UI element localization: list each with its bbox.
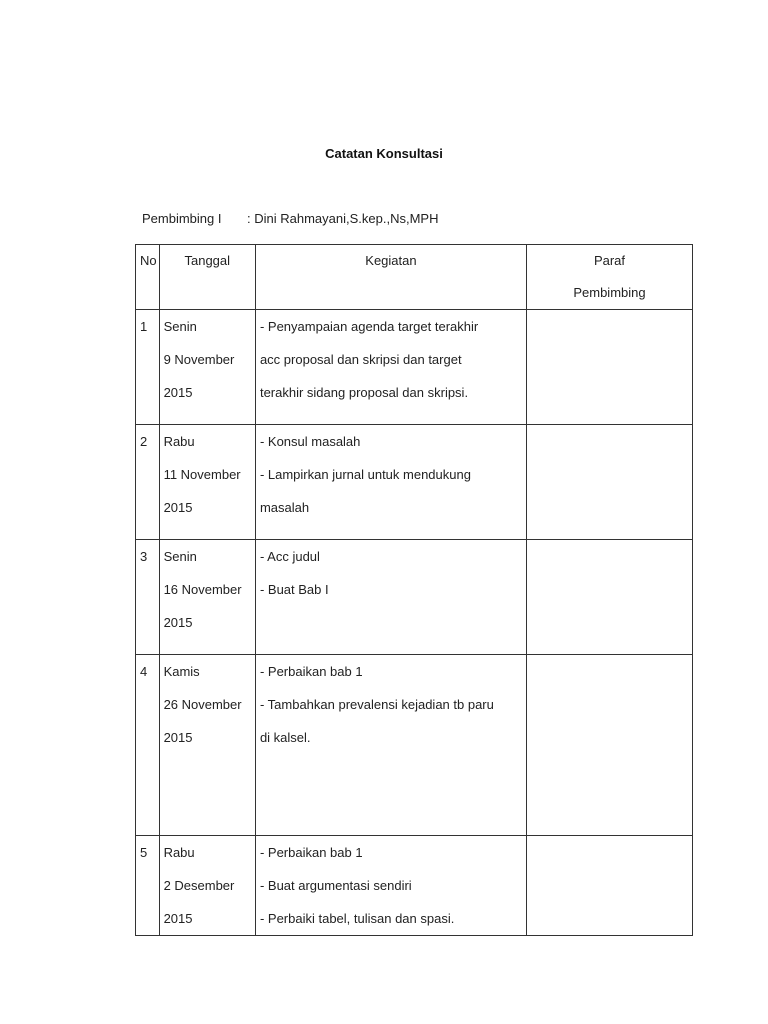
cell-kegiatan [255,425,526,540]
header-tanggal: Tanggal [159,245,255,310]
cell-no: 5 [136,836,160,936]
cell-kegiatan [255,540,526,655]
tanggal-date: 16 November [163,582,242,597]
tanggal-date: 26 November [163,697,242,712]
pembimbing-line [142,211,438,226]
cell-tanggal [159,655,255,836]
cell-paraf [526,836,692,936]
cell-tanggal [159,425,255,540]
kegiatan-line: - Perbaikan bab 1 [259,664,363,679]
kegiatan-line: acc proposal dan skripsi dan target [259,352,462,367]
cell-kegiatan [255,310,526,425]
cell-paraf [526,540,692,655]
cell-no: 4 [136,655,160,836]
kegiatan-line: - Perbaiki tabel, tulisan dan spasi. [259,911,455,926]
cell-paraf [526,655,692,836]
table-row [136,836,693,936]
tanggal-day: Kamis [163,664,200,679]
table-row [136,310,693,425]
kegiatan-line: di kalsel. [259,730,311,745]
header-paraf-line1: Paraf [593,253,626,268]
kegiatan-line: - Acc judul [259,549,320,564]
header-kegiatan: Kegiatan [255,245,526,310]
table-header-row [136,245,693,310]
tanggal-year: 2015 [163,911,193,926]
tanggal-date: 2 Desember [163,878,235,893]
tanggal-year: 2015 [163,385,193,400]
tanggal-year: 2015 [163,500,193,515]
cell-kegiatan [255,655,526,836]
pembimbing-label: Pembimbing I [142,211,222,226]
kegiatan-line: - Konsul masalah [259,434,361,449]
consultation-table [135,244,693,936]
cell-no: 1 [136,310,160,425]
tanggal-year: 2015 [163,730,193,745]
kegiatan-line: - Perbaikan bab 1 [259,845,363,860]
header-paraf-line2: Pembimbing [573,285,646,300]
document-title: Catatan Konsultasi [325,146,443,161]
kegiatan-line: - Lampirkan jurnal untuk mendukung [259,467,471,482]
cell-no: 2 [136,425,160,540]
header-paraf [526,245,692,310]
cell-paraf [526,425,692,540]
tanggal-day: Senin [163,319,197,334]
table-row [136,540,693,655]
cell-tanggal [159,836,255,936]
table-row [136,655,693,836]
table-row [136,425,693,540]
tanggal-day: Senin [163,549,197,564]
tanggal-date: 9 November [163,352,235,367]
kegiatan-line: - Buat Bab I [259,582,329,597]
kegiatan-line: - Tambahkan prevalensi kejadian tb paru [259,697,494,712]
kegiatan-line: masalah [259,500,310,515]
tanggal-day: Rabu [163,845,195,860]
cell-kegiatan [255,836,526,936]
cell-no: 3 [136,540,160,655]
tanggal-year: 2015 [163,615,193,630]
header-no: No [136,245,160,310]
tanggal-date: 11 November [163,467,241,482]
cell-tanggal [159,310,255,425]
kegiatan-line: - Buat argumentasi sendiri [259,878,412,893]
kegiatan-line: - Penyampaian agenda target terakhir [259,319,479,334]
cell-paraf [526,310,692,425]
tanggal-day: Rabu [163,434,195,449]
cell-tanggal [159,540,255,655]
kegiatan-line: terakhir sidang proposal dan skripsi. [259,385,469,400]
pembimbing-value: : Dini Rahmayani,S.kep.,Ns,MPH [247,211,439,226]
